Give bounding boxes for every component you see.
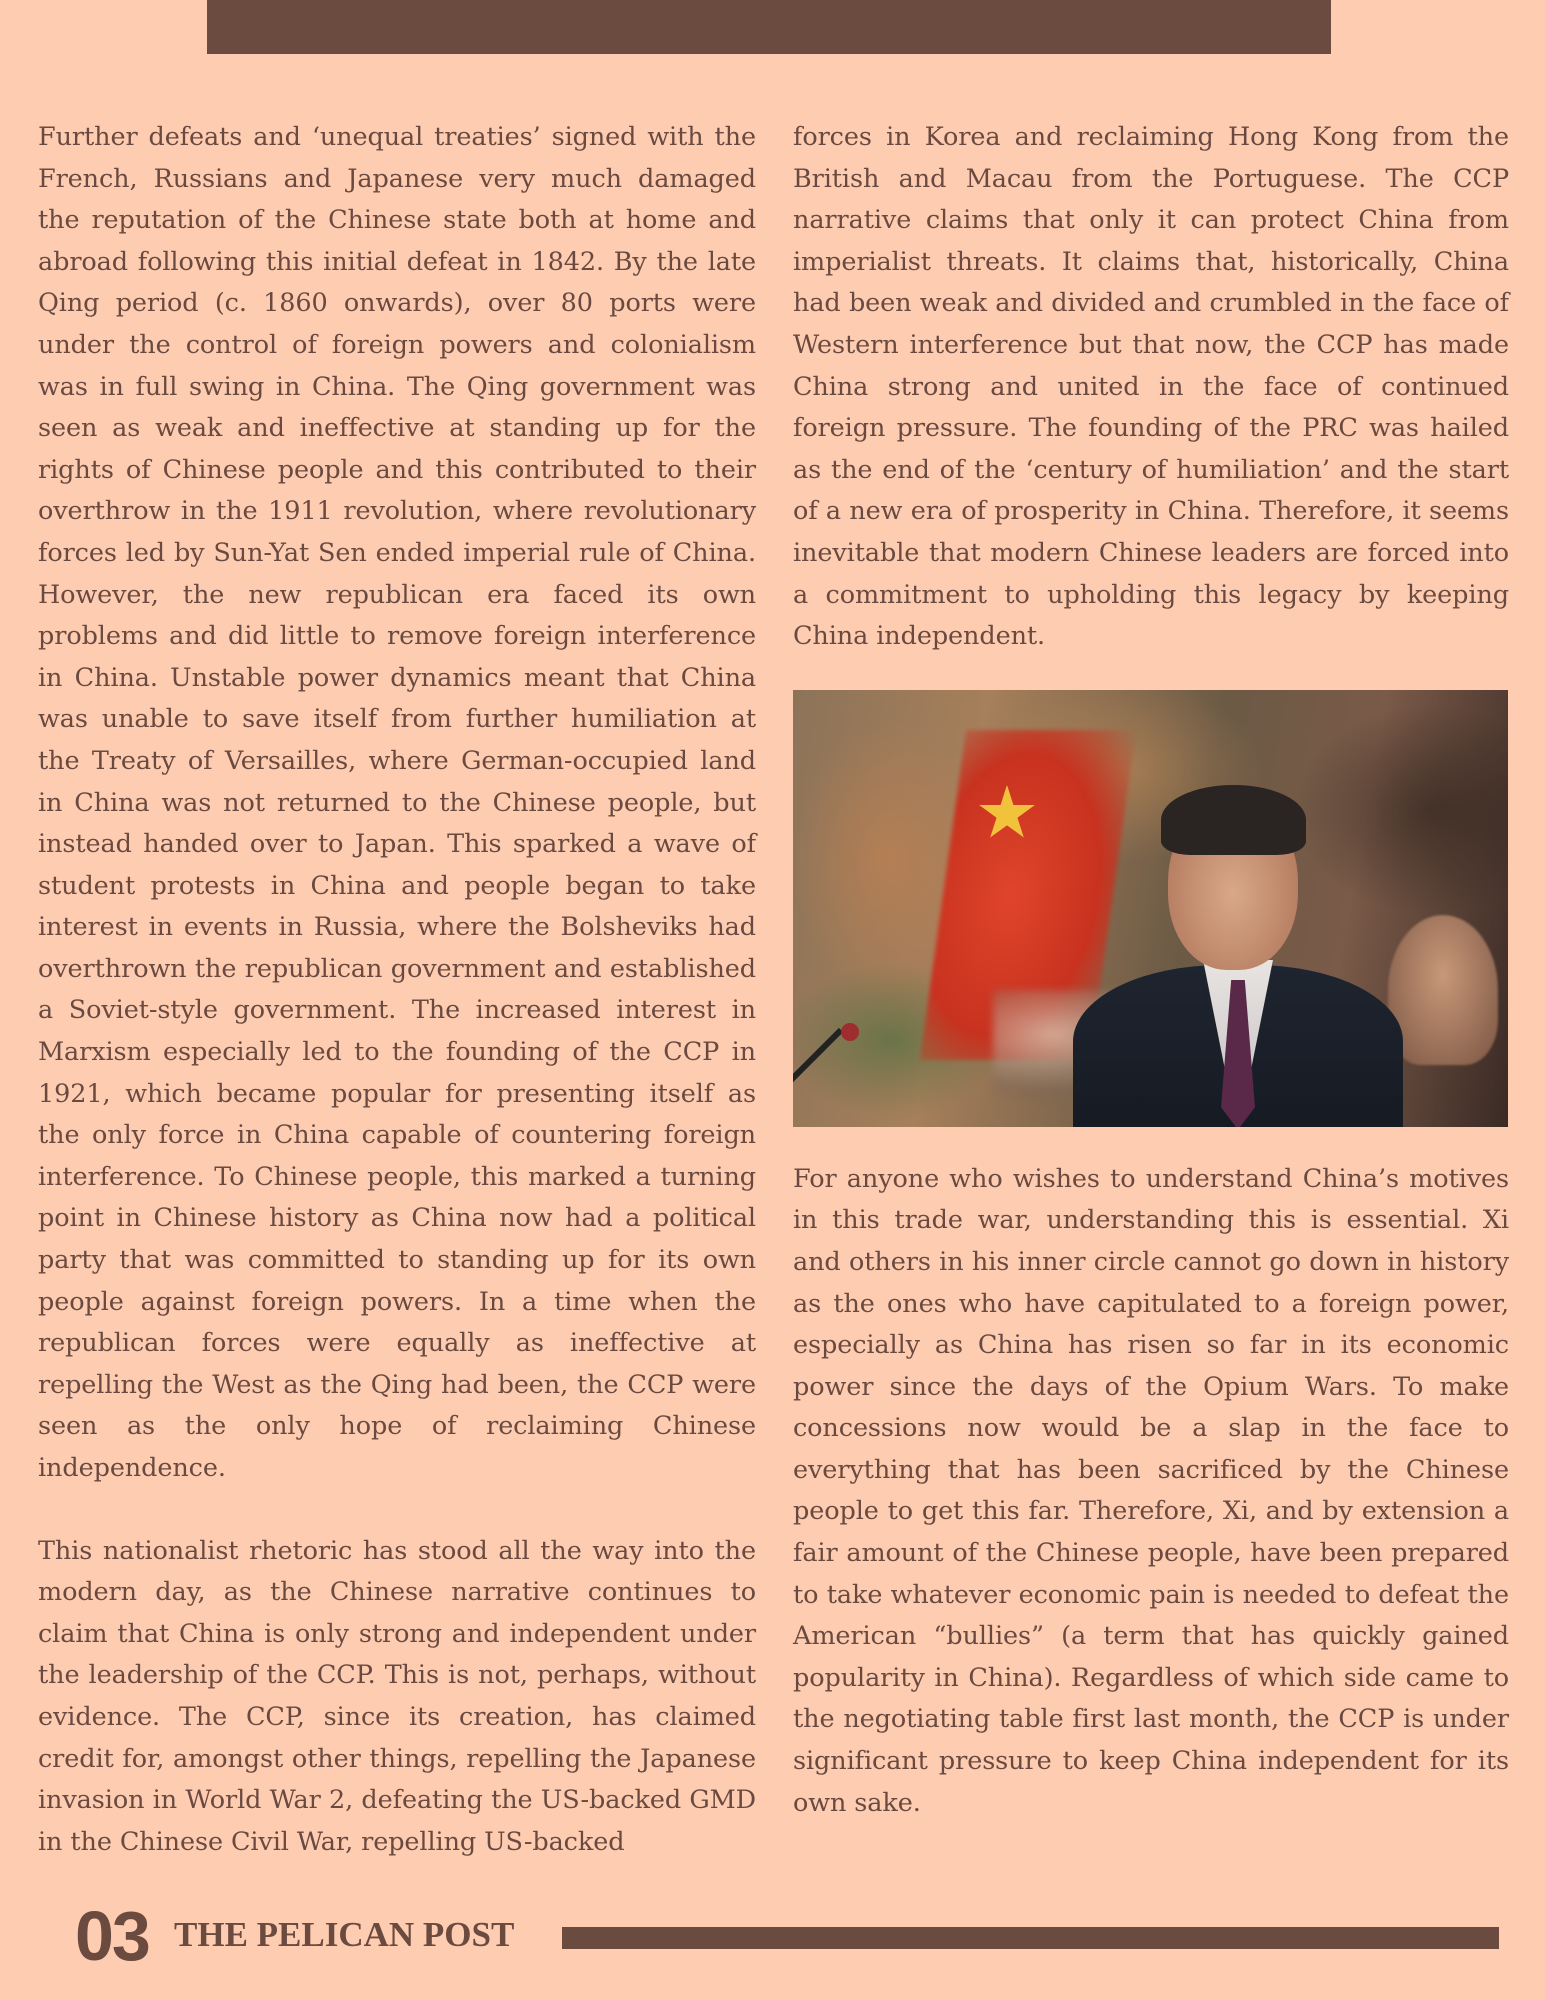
right-column [793,117,1509,1824]
article-paragraph: For anyone who wishes to understand China’s motives in this trade war, understanding this is essential. Xi and others in his inner circle cannot go down in history as the ones who have capitulated to a foreign power, especially as China has risen so far in its economic power since the days of the Opium Wars. To make concessions now would be a slap in the face to everything that has been sacrificed by the Chinese people to get this far. Therefore, Xi, and by extension a fair amount of the Chinese people, have been prepared to take whatever economic pain is needed to defeat the American “bullies” (a term that has quickly gained popularity in China). Regardless of which side came to the negotiating table first last month, the CCP is under significant pressure to keep China independent for its own sake. [793,1163,1509,1818]
article-photo [793,690,1508,1127]
article-paragraph: forces in Korea and reclaiming Hong Kong from the British and Macau from the Portuguese. The CCP narrative claims that only it can protect China from imperialist threats. It claims that, historically, China had been weak and divided and crumbled in the face of Western interference but that now, the CCP has made China strong and united in the face of continued foreign pressure. The founding of the PRC was hailed as the end of the ‘century of humiliation’ and the start of a new era of prosperity in China. Therefore, it seems inevitable that modern Chinese leaders are forced into a commitment to upholding this legacy by keeping China independent. [793,122,1509,652]
article-paragraph: This nationalist rhetoric has stood all the way into the modern day, as the Chinese narrative continues to claim that China is only strong and independent under the leadership of the CCP. This is not, perhaps, without evidence. The CCP, since its creation, has claimed credit for, amongst other things, repelling the Japanese invasion in World War 2, defeating the US-backed GMD in the Chinese Civil War, repelling US-backed [38,1535,756,1857]
article-paragraph: Further defeats and ‘unequal treaties’ signed with the French, Russians and Japanese very much damaged the reputation of the Chinese state both at home and abroad following this initial defeat in 1842. By the late Qing period (c. 1860 onwards), over 80 ports were under the control of foreign powers and colonialism was in full swing in China. The Qing government was seen as weak and ineffective at standing up for the rights of Chinese people and this contributed to their overthrow in the 1911 revolution, where revolutionary forces led by Sun-Yat Sen ended imperial rule of China. However, the new republican era faced its own problems and did little to remove foreign interference in China. Unstable power dynamics meant that China was unable to save itself from further humiliation at the Treaty of Versailles, where German-occupied land in China was not returned to the Chinese people, but instead handed over to Japan. This sparked a wave of student protests in China and people began to take interest in events in Russia, where the Bolsheviks had overthrown the republican government and established a Soviet-style government. The increased interest in Marxism especially led to the founding of the CCP in 1921, which became popular for presenting itself as the only force in China capable of countering foreign interference. To Chinese people, this marked a turning point in Chinese history as China now had a political party that was committed to standing up for its own people against foreign powers. In a time when the republican forces were equally as ineffective at repelling the West as the Qing had been, the CCP were seen as the only hope of reclaiming Chinese independence. [38,122,756,1483]
left-column [38,117,756,1863]
page-number: 03 [75,1897,149,1975]
footer-bar [562,1927,1499,1949]
top-header-bar [207,0,1331,54]
speaker-hair [1161,785,1306,855]
microphone-tip [841,1023,859,1041]
background-person [1388,915,1498,1065]
publication-title: THE PELICAN POST [174,1915,515,1954]
